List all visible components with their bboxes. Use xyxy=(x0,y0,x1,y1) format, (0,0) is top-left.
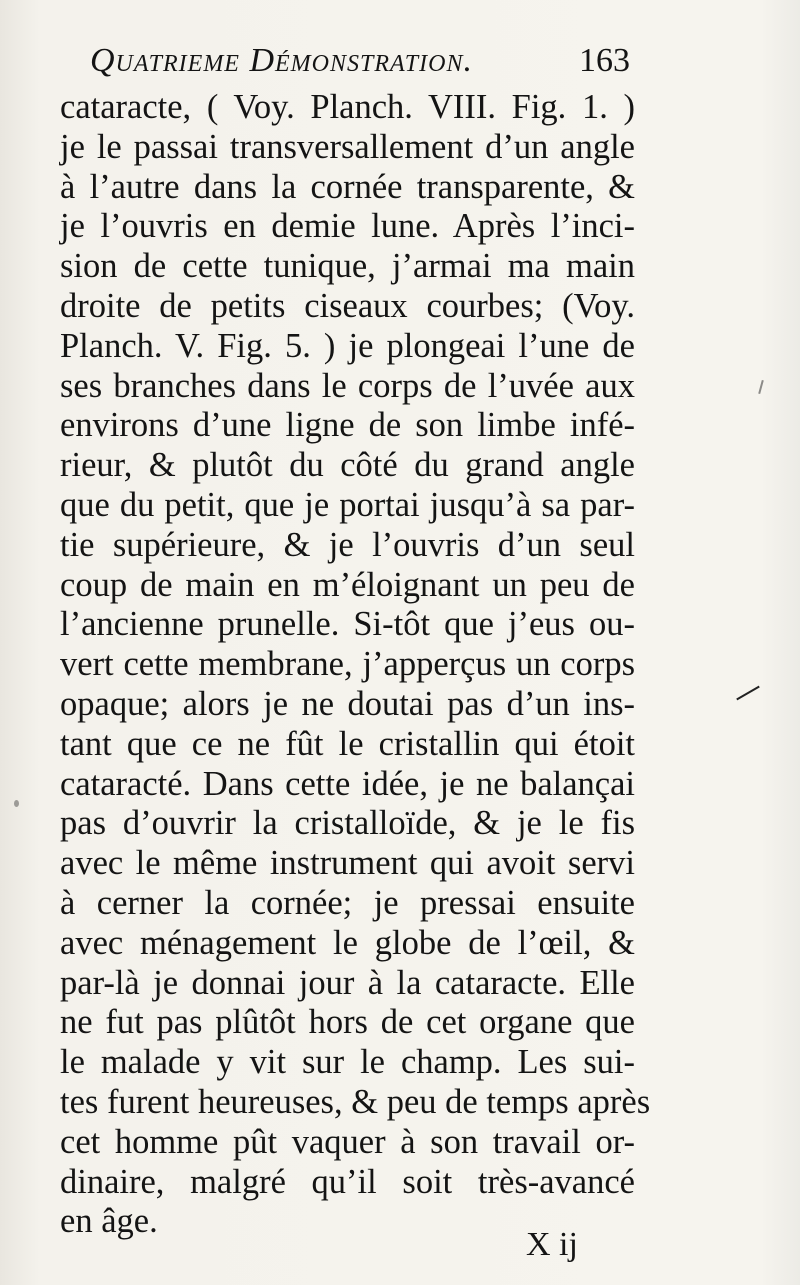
text-line: coup de main en m’éloignant un peu de xyxy=(60,565,635,604)
text-line: pas d’ouvrir la cristalloïde, & je le fis xyxy=(60,804,635,843)
text-line: l’ancienne prunelle. Si-tôt que j’eus ou- xyxy=(60,605,635,644)
text-line: rieur, & plutôt du côté du grand angle xyxy=(60,446,635,485)
running-title: Quatrieme Démonstration. xyxy=(90,42,473,79)
text-line: tes furent heureuses, & peu de temps après xyxy=(60,1082,651,1121)
ink-mark xyxy=(758,380,764,394)
text-line: ne fut pas plûtôt hors de cet organe que xyxy=(60,1003,635,1042)
page-number: 163 xyxy=(579,42,630,79)
signature-mark: X ij xyxy=(526,1226,578,1263)
text-line: tant que ce ne fût le cristallin qui étoit xyxy=(60,724,635,763)
text-line: à l’autre dans la cornée transparente, & xyxy=(60,167,635,206)
text-line: le malade y vit sur le champ. Les sui- xyxy=(60,1043,635,1082)
text-line: par-là je donnai jour à la cataracte. Elle xyxy=(60,963,635,1002)
body-text xyxy=(60,88,651,1242)
text-line: sion de cette tunique, j’armai ma main xyxy=(60,247,635,286)
text-line: avec ménagement le globe de l’œil, & xyxy=(60,923,635,962)
text-line: opaque; alors je ne doutai pas d’un ins- xyxy=(60,684,635,723)
text-line: en âge. xyxy=(60,1202,158,1241)
text-line: cataracté. Dans cette idée, je ne balançai xyxy=(60,764,635,803)
text-line: ses branches dans le corps de l’uvée aux xyxy=(60,366,635,405)
text-line: droite de petits ciseaux courbes; (Voy. xyxy=(60,286,635,325)
text-line: je l’ouvris en demie lune. Après l’inci- xyxy=(60,207,635,246)
text-line: tie supérieure, & je l’ouvris d’un seul xyxy=(60,525,635,564)
text-line: dinaire, malgré qu’il soit très-avancé xyxy=(60,1162,635,1201)
text-line: vert cette membrane, j’apperçus un corps xyxy=(60,645,635,684)
running-head xyxy=(90,42,630,90)
text-line: cataracte, ( Voy. Planch. VIII. Fig. 1. ) xyxy=(60,88,635,126)
text-line: cet homme pût vaquer à son travail or- xyxy=(60,1122,635,1161)
ink-mark xyxy=(736,686,760,701)
text-line: avec le même instrument qui avoit servi xyxy=(60,844,635,883)
text-line: environs d’une ligne de son limbe infé- xyxy=(60,406,635,445)
ink-mark xyxy=(14,800,19,807)
text-line: je le passai transversallement d’un angle xyxy=(60,127,635,166)
text-line: à cerner la cornée; je pressai ensuite xyxy=(60,883,635,922)
text-line: que du petit, que je portai jusqu’à sa par- xyxy=(60,485,635,524)
text-line: Planch. V. Fig. 5. ) je plongeai l’une de xyxy=(60,326,635,365)
